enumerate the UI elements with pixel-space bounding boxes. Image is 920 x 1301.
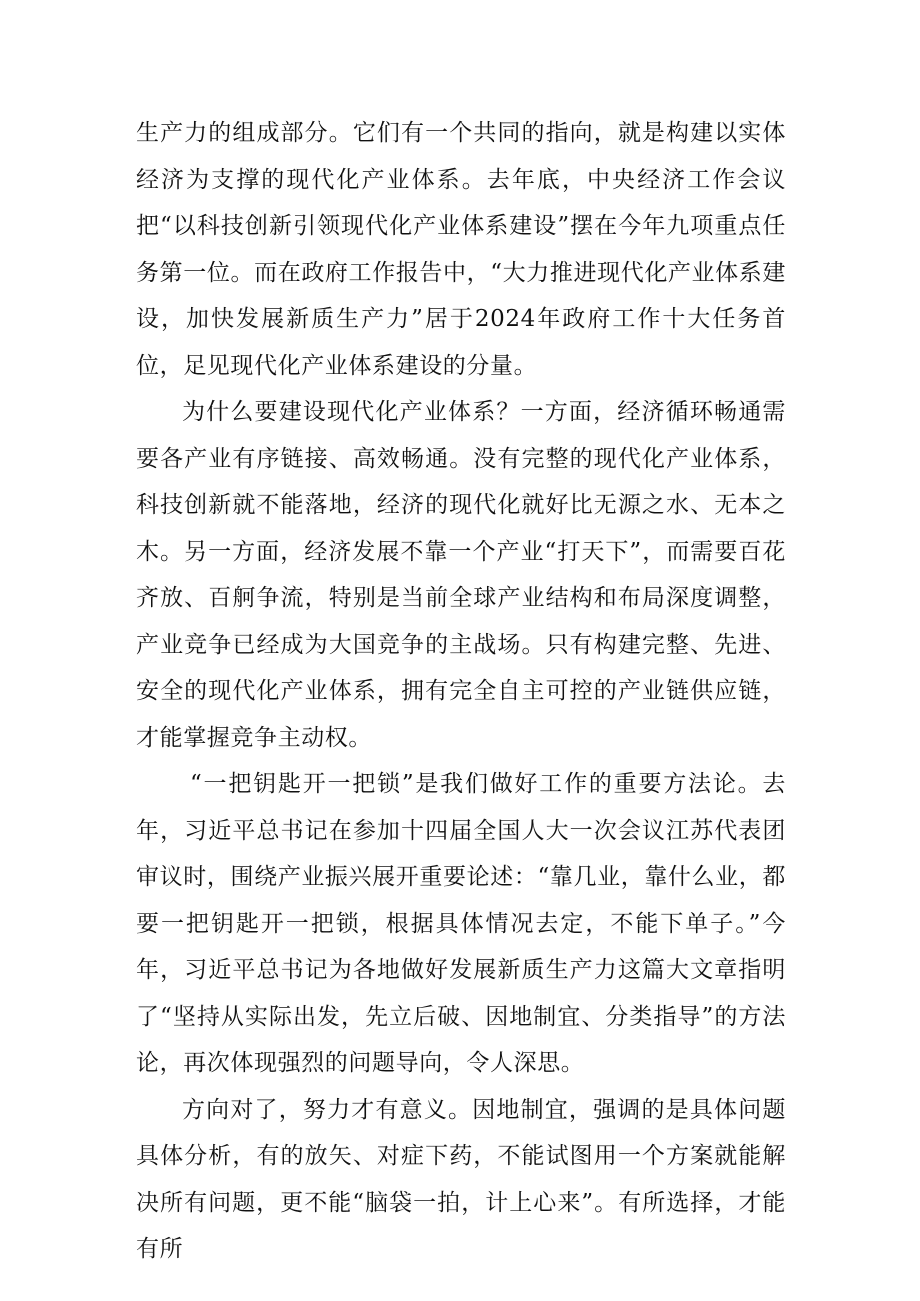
article-body [136, 110, 786, 1273]
paragraph-1: 生产力的组成部分。它们有一个共同的指向，就是构建以实体经济为支撑的现代化产业体系。去年底，中央经济工作会议把“以科技创新引领现代化产业体系建设”摆在今年九项重点任务第一位。而在政府工作报告中，“大力推进现代化产业体系建设，加快发展新质生产力”居于2024年政府工作十大任务首位，足见现代化产业体系建设的分量。 [136, 120, 786, 379]
paragraph-2: 为什么要建设现代化产业体系？一方面，经济循环畅通需要各产业有序链接、高效畅通。没有完整的现代化产业体系，科技创新就不能落地，经济的现代化就好比无源之水、无本之木。另一方面，经济发展不靠一个产业“打天下”，而需要百花齐放、百舸争流，特别是当前全球产业结构和布局深度调整，产业竞争已经成为大国竞争的主战场。只有构建完整、先进、安全的现代化产业体系，拥有完全自主可控的产业链供应链，才能掌握竞争主动权。 [136, 399, 786, 751]
paragraph-4: 方向对了，努力才有意义。因地制宜，强调的是具体问题具体分析，有的放矢、对症下药，不能试图用一个方案就能解决所有问题，更不能“脑袋一拍，计上心来”。有所选择，才能有所 [136, 1096, 786, 1262]
paragraph-3: “一把钥匙开一把锁”是我们做好工作的重要方法论。去年，习近平总书记在参加十四届全国人大一次会议江苏代表团审议时，围绕产业振兴展开重要论述：“靠几业，靠什么业，都要一把钥匙开一把锁，根据具体情况去定，不能下单子。”今年，习近平总书记为各地做好发展新质生产力这篇大文章指明了“坚持从实际出发，先立后破、因地制宜、分类指导”的方法论，再次体现强烈的问题导向，令人深思。 [136, 771, 786, 1076]
